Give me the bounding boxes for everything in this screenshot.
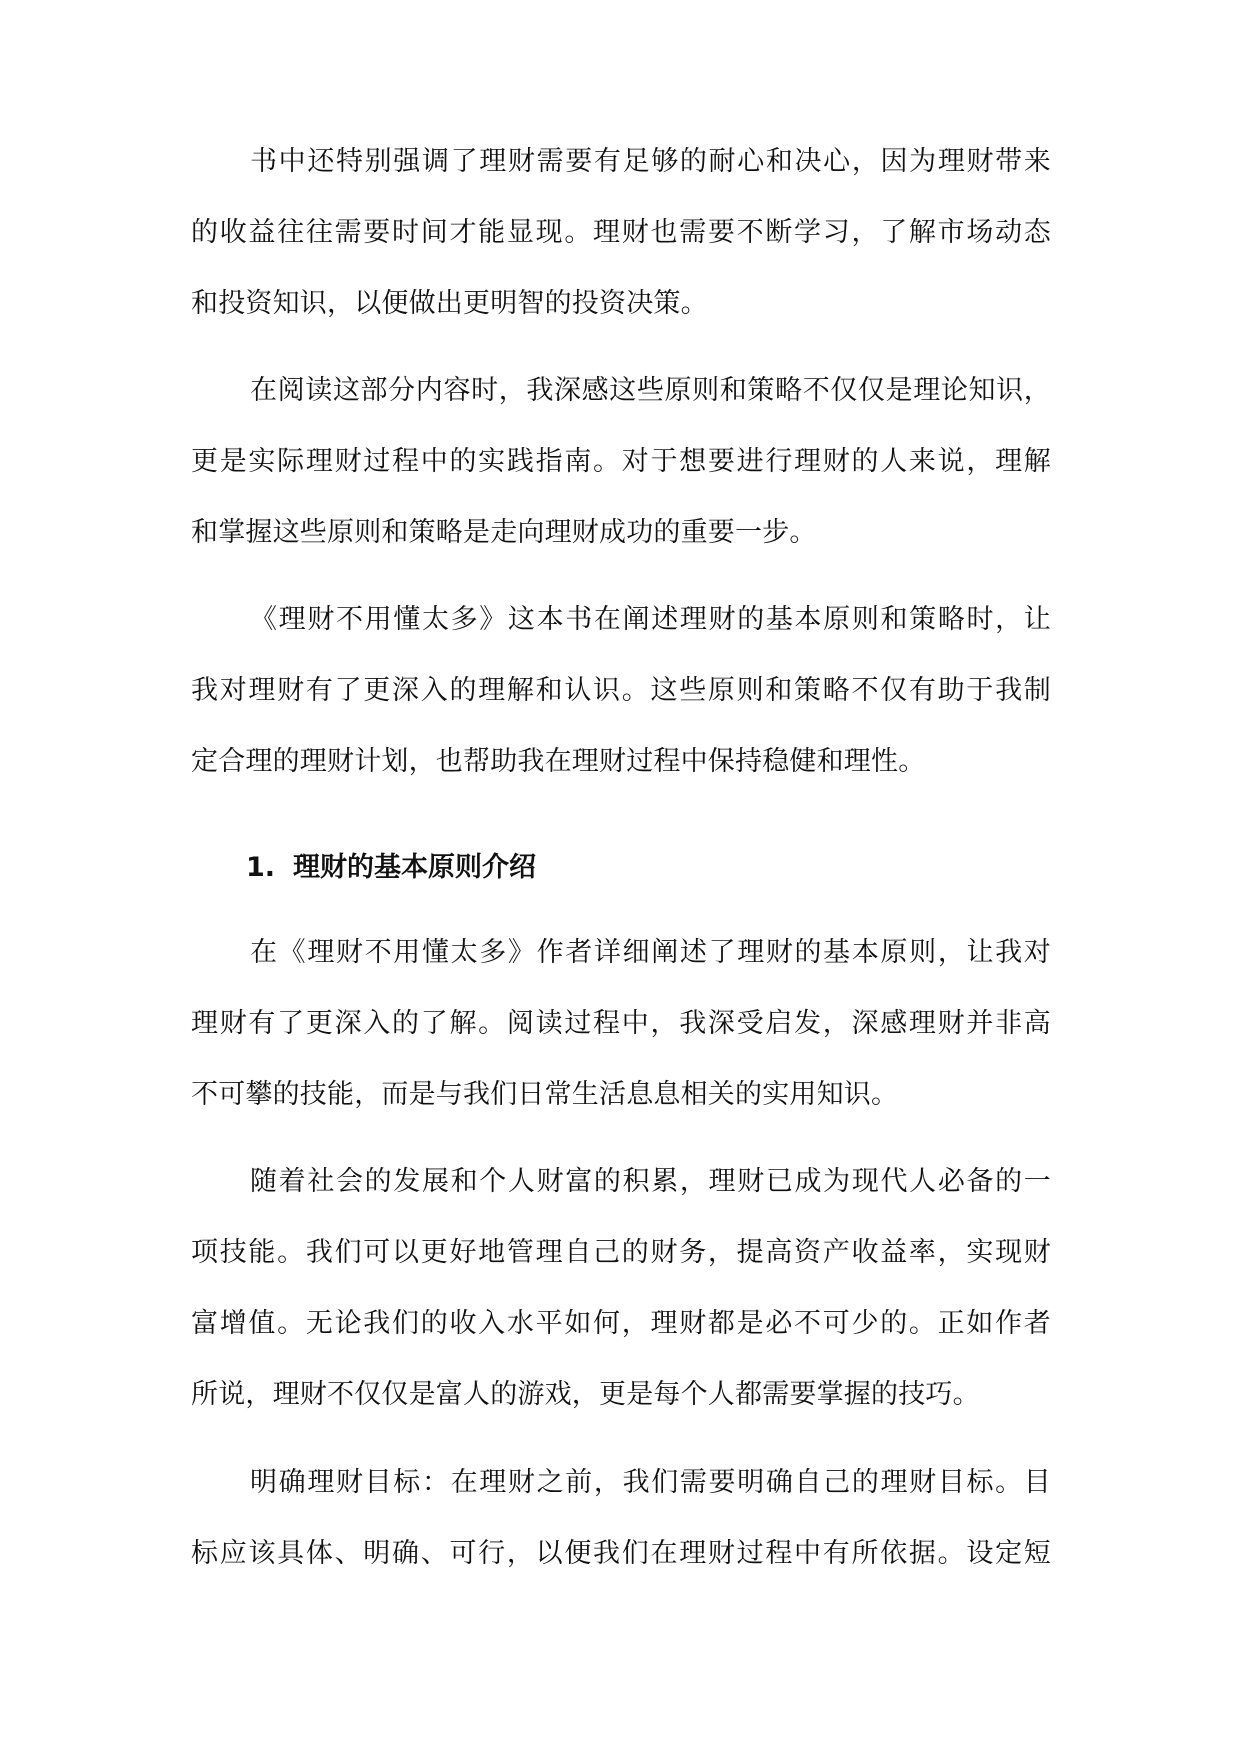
section-paragraph-3-line-1: 明确理财目标：在理财之前，我们需要明确自己的理财目标。目: [250, 1467, 1051, 1498]
paragraph-3-line-1: 《理财不用懂太多》这本书在阐述理财的基本原则和策略时，让: [250, 604, 1051, 635]
section-paragraph-1-line-1: 在《理财不用懂太多》作者详细阐述了理财的基本原则，让我对: [250, 937, 1051, 968]
paragraph-2-line-3: 和掌握这些原则和策略是走向理财成功的重要一步。: [191, 517, 817, 548]
section-paragraph-2-line-2: 项技能。我们可以更好地管理自己的财务，提高资产收益率，实现财: [191, 1237, 1051, 1268]
paragraph-1-line-1: 书中还特别强调了理财需要有足够的耐心和决心，因为理财带来: [250, 146, 1051, 177]
paragraph-2-line-2: 更是实际理财过程中的实践指南。对于想要进行理财的人来说，理解: [191, 446, 1051, 477]
section-paragraph-2-line-1: 随着社会的发展和个人财富的积累，理财已成为现代人必备的一: [250, 1166, 1051, 1197]
section-heading: [246, 848, 536, 888]
paragraph-3-line-3: 定合理的理财计划，也帮助我在理财过程中保持稳健和理性。: [191, 746, 926, 777]
section-paragraph-2-line-4: 所说，理财不仅仅是富人的游戏，更是每个人都需要掌握的技巧。: [191, 1379, 980, 1410]
section-paragraph-3-line-2: 标应该具体、明确、可行，以便我们在理财过程中有所依据。设定短: [191, 1538, 1051, 1569]
section-paragraph-2-line-3: 富增值。无论我们的收入水平如何，理财都是必不可少的。正如作者: [191, 1308, 1051, 1339]
paragraph-3-line-2: 我对理财有了更深入的理解和认识。这些原则和策略不仅有助于我制: [191, 675, 1051, 706]
paragraph-2-line-1: 在阅读这部分内容时，我深感这些原则和策略不仅仅是理论知识，: [250, 375, 1051, 406]
section-heading-title: 理财的基本原则介绍: [293, 852, 537, 883]
paragraph-1-line-3: 和投资知识，以便做出更明智的投资决策。: [191, 288, 708, 319]
paragraph-1-line-2: 的收益往往需要时间才能显现。理财也需要不断学习，了解市场动态: [191, 217, 1051, 248]
section-paragraph-1-line-3: 不可攀的技能，而是与我们日常生活息息相关的实用知识。: [191, 1079, 899, 1110]
section-heading-number: 1.: [246, 852, 276, 883]
section-paragraph-1-line-2: 理财有了更深入的了解。阅读过程中，我深受启发，深感理财并非高: [191, 1008, 1051, 1039]
